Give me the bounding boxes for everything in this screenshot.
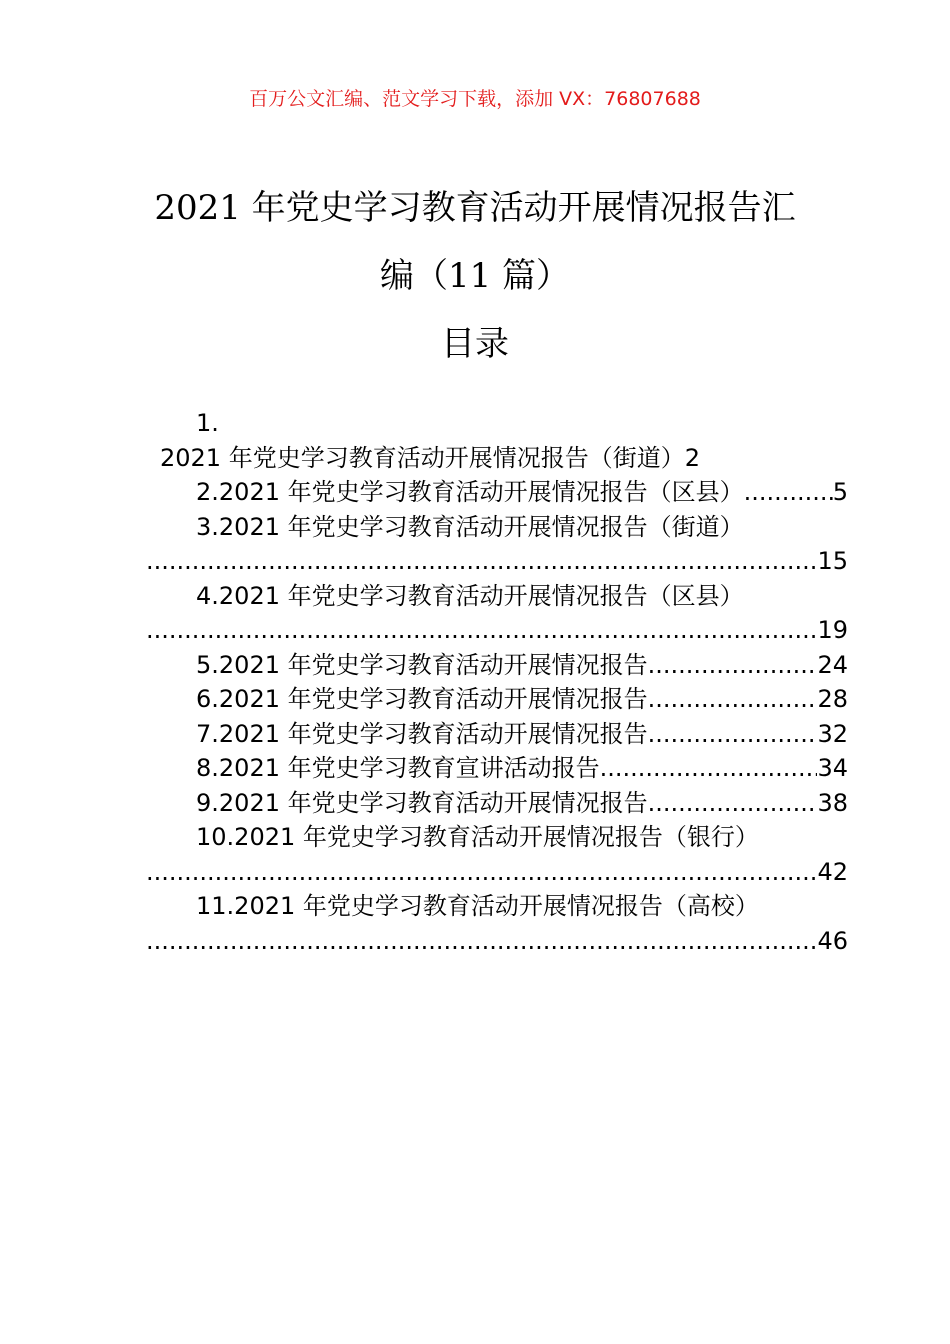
toc-entry-11-page-line[interactable] xyxy=(146,924,848,959)
toc-entry-1-number-line[interactable] xyxy=(146,406,848,441)
toc-entry-text: 2021 年党史学习教育活动开展情况报告 xyxy=(218,650,648,679)
toc-entry-page: 2 xyxy=(684,443,700,472)
toc-entry-text: 2021 年党史学习教育宣讲活动报告 xyxy=(218,754,600,782)
toc-leader-dots xyxy=(648,786,818,821)
toc-entry-number: 10. xyxy=(196,823,235,851)
table-of-contents xyxy=(146,406,848,958)
toc-entry-page: 5 xyxy=(832,478,848,506)
toc-entry-2[interactable] xyxy=(146,475,848,510)
toc-entry-number: 6. xyxy=(196,685,219,713)
toc-entry-text: 2021 年党史学习教育活动开展情况报告（区县） xyxy=(218,478,744,506)
toc-entry-text: 2021 年党史学习教育活动开展情况报告（高校） xyxy=(234,892,759,920)
toc-entry-number: 9. xyxy=(196,788,219,817)
document-title-line-1: 2021 年党史学习教育活动开展情况报告汇 xyxy=(154,188,796,228)
toc-entry-11[interactable] xyxy=(146,889,848,924)
toc-entry-8[interactable] xyxy=(146,751,848,786)
toc-entry-text: 2021 年党史学习教育活动开展情况报告（银行） xyxy=(234,823,759,851)
toc-entry-text: 2021 年党史学习教育活动开展情况报告 xyxy=(218,685,648,713)
toc-entry-text: 2021 年党史学习教育活动开展情况报告 xyxy=(218,719,648,748)
toc-leader-dots xyxy=(146,924,817,959)
toc-leader-dots xyxy=(146,544,817,579)
toc-entry-text: 2021 年党史学习教育活动开展情况报告（区县） xyxy=(218,581,744,610)
toc-entry-number: 4. xyxy=(196,581,219,610)
toc-entry-number: 1. xyxy=(196,409,219,437)
toc-entry-number: 5. xyxy=(196,650,219,679)
toc-entry-9[interactable] xyxy=(146,786,848,821)
toc-entry-text: 2021 年党史学习教育活动开展情况报告（街道） xyxy=(160,443,685,472)
toc-leader-dots xyxy=(648,648,818,683)
toc-entry-number: 7. xyxy=(196,719,219,748)
toc-entry-page: 46 xyxy=(817,926,848,955)
toc-leader-dots xyxy=(744,475,833,510)
toc-entry-page: 38 xyxy=(817,788,848,817)
toc-entry-number: 8. xyxy=(196,754,219,782)
toc-entry-text: 2021 年党史学习教育活动开展情况报告 xyxy=(218,788,648,817)
toc-entry-page: 42 xyxy=(817,857,848,886)
toc-heading: 目录 xyxy=(441,324,509,364)
toc-leader-dots xyxy=(600,751,818,786)
toc-leader-dots xyxy=(146,855,817,890)
toc-entry-number: 11. xyxy=(196,892,235,920)
toc-entry-4[interactable] xyxy=(146,579,848,614)
toc-entry-6[interactable] xyxy=(146,682,848,717)
toc-leader-dots xyxy=(648,682,818,717)
toc-entry-10-page-line[interactable] xyxy=(146,855,848,890)
toc-entry-3-page-line[interactable] xyxy=(146,544,848,579)
toc-leader-dots xyxy=(648,717,818,752)
toc-entry-page: 24 xyxy=(817,650,848,679)
toc-entry-3[interactable] xyxy=(146,510,848,545)
toc-entry-7[interactable] xyxy=(146,717,848,752)
toc-entry-10[interactable] xyxy=(146,820,848,855)
toc-entry-page: 34 xyxy=(817,754,848,782)
toc-entry-1[interactable] xyxy=(146,441,848,476)
toc-entry-number: 2. xyxy=(196,478,219,506)
toc-entry-number: 3. xyxy=(196,512,219,541)
toc-entry-page: 15 xyxy=(817,547,848,575)
toc-entry-page: 32 xyxy=(817,719,848,748)
document-title-line-2: 编（11 篇） xyxy=(379,256,571,296)
toc-entry-4-page-line[interactable] xyxy=(146,613,848,648)
header-watermark-note: 百万公文汇编、范文学习下载，添加 VX：76807688 xyxy=(249,88,701,110)
toc-entry-text: 2021 年党史学习教育活动开展情况报告（街道） xyxy=(218,512,744,541)
toc-entry-page: 28 xyxy=(817,685,848,713)
toc-entry-page: 19 xyxy=(817,616,848,644)
toc-leader-dots xyxy=(146,613,817,648)
toc-entry-5[interactable] xyxy=(146,648,848,683)
